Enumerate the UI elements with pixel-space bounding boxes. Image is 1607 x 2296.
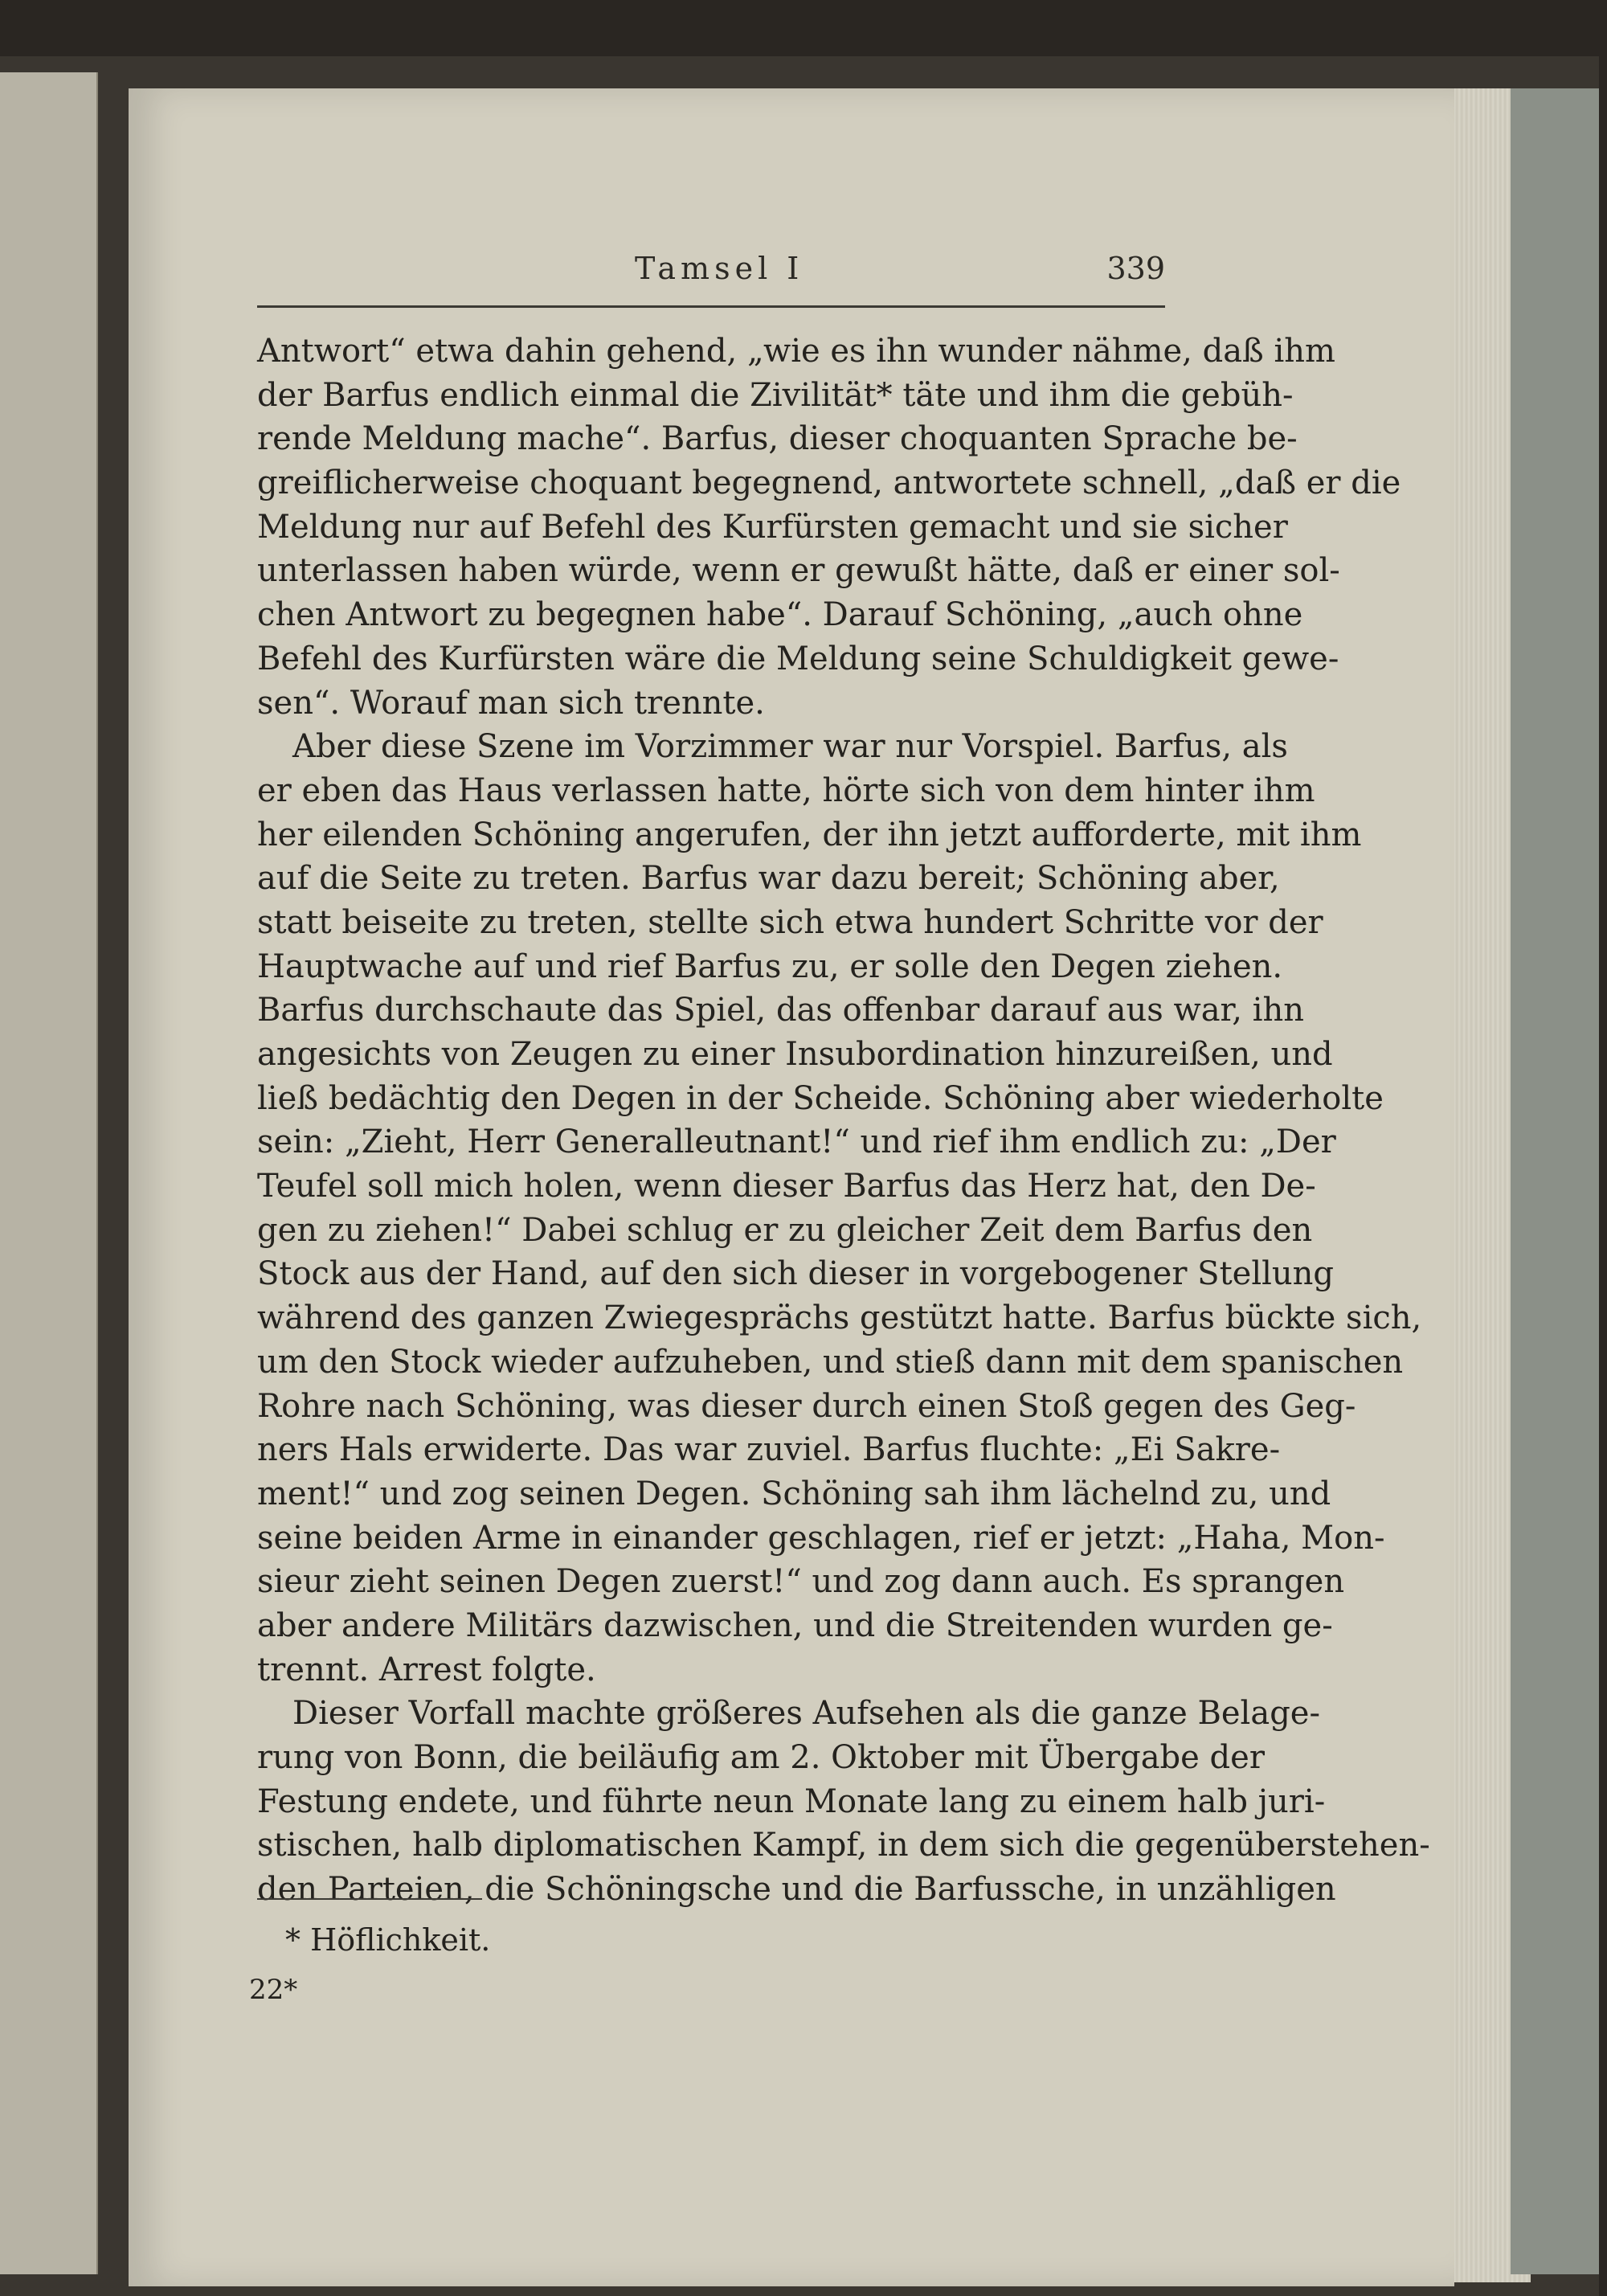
text-line: um den Stock wieder aufzuheben, und stieß dann mit dem spanischen xyxy=(257,1343,1404,1381)
text-line: sen“. Worauf man sich trennte. xyxy=(257,684,765,722)
left-page-edge xyxy=(0,72,98,2274)
text-line: Festung endete, und führte neun Monate lang zu einem halb juri- xyxy=(257,1782,1326,1820)
body-text xyxy=(257,329,1430,1912)
text-line: sein: „Zieht, Herr Generalleutnant!“ und rief ihm endlich zu: „Der xyxy=(257,1123,1336,1161)
text-line: Rohre nach Schöning, was dieser durch einen Stoß gegen des Geg- xyxy=(257,1387,1356,1425)
text-line: er eben das Haus verlassen hatte, hörte sich von dem hinter ihm xyxy=(257,771,1315,809)
text-line: her eilenden Schöning angerufen, der ihn jetzt aufforderte, mit ihm xyxy=(257,816,1362,853)
text-line: statt beiseite zu treten, stellte sich etwa hundert Schritte vor der xyxy=(257,903,1323,941)
text-line: sieur zieht seinen Degen zuerst!“ und zog dann auch. Es sprangen xyxy=(257,1563,1345,1601)
text-line: den Parteien, die Schöningsche und die Barfussche, in unzähligen xyxy=(257,1871,1336,1909)
text-line: Befehl des Kurfürsten wäre die Meldung seine Schuldigkeit gewe- xyxy=(257,640,1339,677)
text-line: greiflicherweise choquant begegnend, antwortete schnell, „daß er die xyxy=(257,465,1401,502)
running-title: Tamsel I xyxy=(635,251,804,286)
text-line: Teufel soll mich holen, wenn dieser Barfus das Herz hat, den De- xyxy=(257,1168,1316,1205)
text-line: chen Antwort zu begegnen habe“. Darauf Schöning, „auch ohne xyxy=(257,596,1303,634)
text-line: Hauptwache auf und rief Barfus zu, er solle den Degen ziehen. xyxy=(257,947,1283,985)
text-line: stischen, halb diplomatischen Kampf, in dem sich die gegenüberstehen- xyxy=(257,1827,1430,1864)
text-line: angesichts von Zeugen zu einer Insubordination hinzureißen, und xyxy=(257,1036,1333,1073)
text-line: der Barfus endlich einmal die Zivilität* täte und ihm die gebüh- xyxy=(257,376,1294,414)
text-line: auf die Seite zu treten. Barfus war dazu bereit; Schöning aber, xyxy=(257,860,1280,898)
text-line: Barfus durchschaute das Spiel, das offenbar darauf aus war, ihn xyxy=(257,992,1305,1029)
text-line: Aber diese Szene im Vorzimmer war nur Vorspiel. Barfus, als xyxy=(292,728,1288,766)
text-line: während des ganzen Zwiegesprächs gestützt hatte. Barfus bückte sich, xyxy=(257,1299,1422,1337)
text-line: trennt. Arrest folgte. xyxy=(257,1651,596,1688)
cover-edge xyxy=(1511,88,1599,2274)
text-line: gen zu ziehen!“ Dabei schlug er zu gleicher Zeit dem Barfus den xyxy=(257,1211,1313,1249)
footnote-rule xyxy=(257,1898,482,1900)
text-line: unterlassen haben würde, wenn er gewußt hätte, daß er einer sol- xyxy=(257,552,1340,590)
text-line: seine beiden Arme in einander geschlagen, rief er jetzt: „Haha, Mon- xyxy=(257,1519,1385,1557)
text-line: ners Hals erwiderte. Das war zuviel. Barfus fluchte: „Ei Sakre- xyxy=(257,1431,1281,1469)
text-line: aber andere Militärs dazwischen, und die Streitenden wurden ge- xyxy=(257,1606,1333,1644)
running-header xyxy=(257,249,1165,308)
text-line: Stock aus der Hand, auf den sich dieser in vorgebogener Stellung xyxy=(257,1255,1335,1293)
text-line: rende Meldung mache“. Barfus, dieser choquanten Sprache be- xyxy=(257,420,1298,458)
text-line: ment!“ und zog seinen Degen. Schöning sah ihm lächelnd zu, und xyxy=(257,1475,1331,1512)
text-line: rung von Bonn, die beiläufig am 2. Oktober mit Übergabe der xyxy=(257,1739,1265,1776)
text-line: Meldung nur auf Befehl des Kurfürsten gemacht und sie sicher xyxy=(257,508,1288,546)
footnote: * Höflichkeit. xyxy=(285,1922,491,1958)
text-line: ließ bedächtig den Degen in der Scheide. Schöning aber wiederholte xyxy=(257,1079,1384,1117)
printer-signature: 22* xyxy=(249,1974,298,2006)
text-line: Dieser Vorfall machte größeres Aufsehen als die ganze Belage- xyxy=(292,1695,1320,1733)
page-number: 339 xyxy=(1106,251,1165,286)
text-line: Antwort“ etwa dahin gehend, „wie es ihn wunder nähme, daß ihm xyxy=(257,333,1335,370)
